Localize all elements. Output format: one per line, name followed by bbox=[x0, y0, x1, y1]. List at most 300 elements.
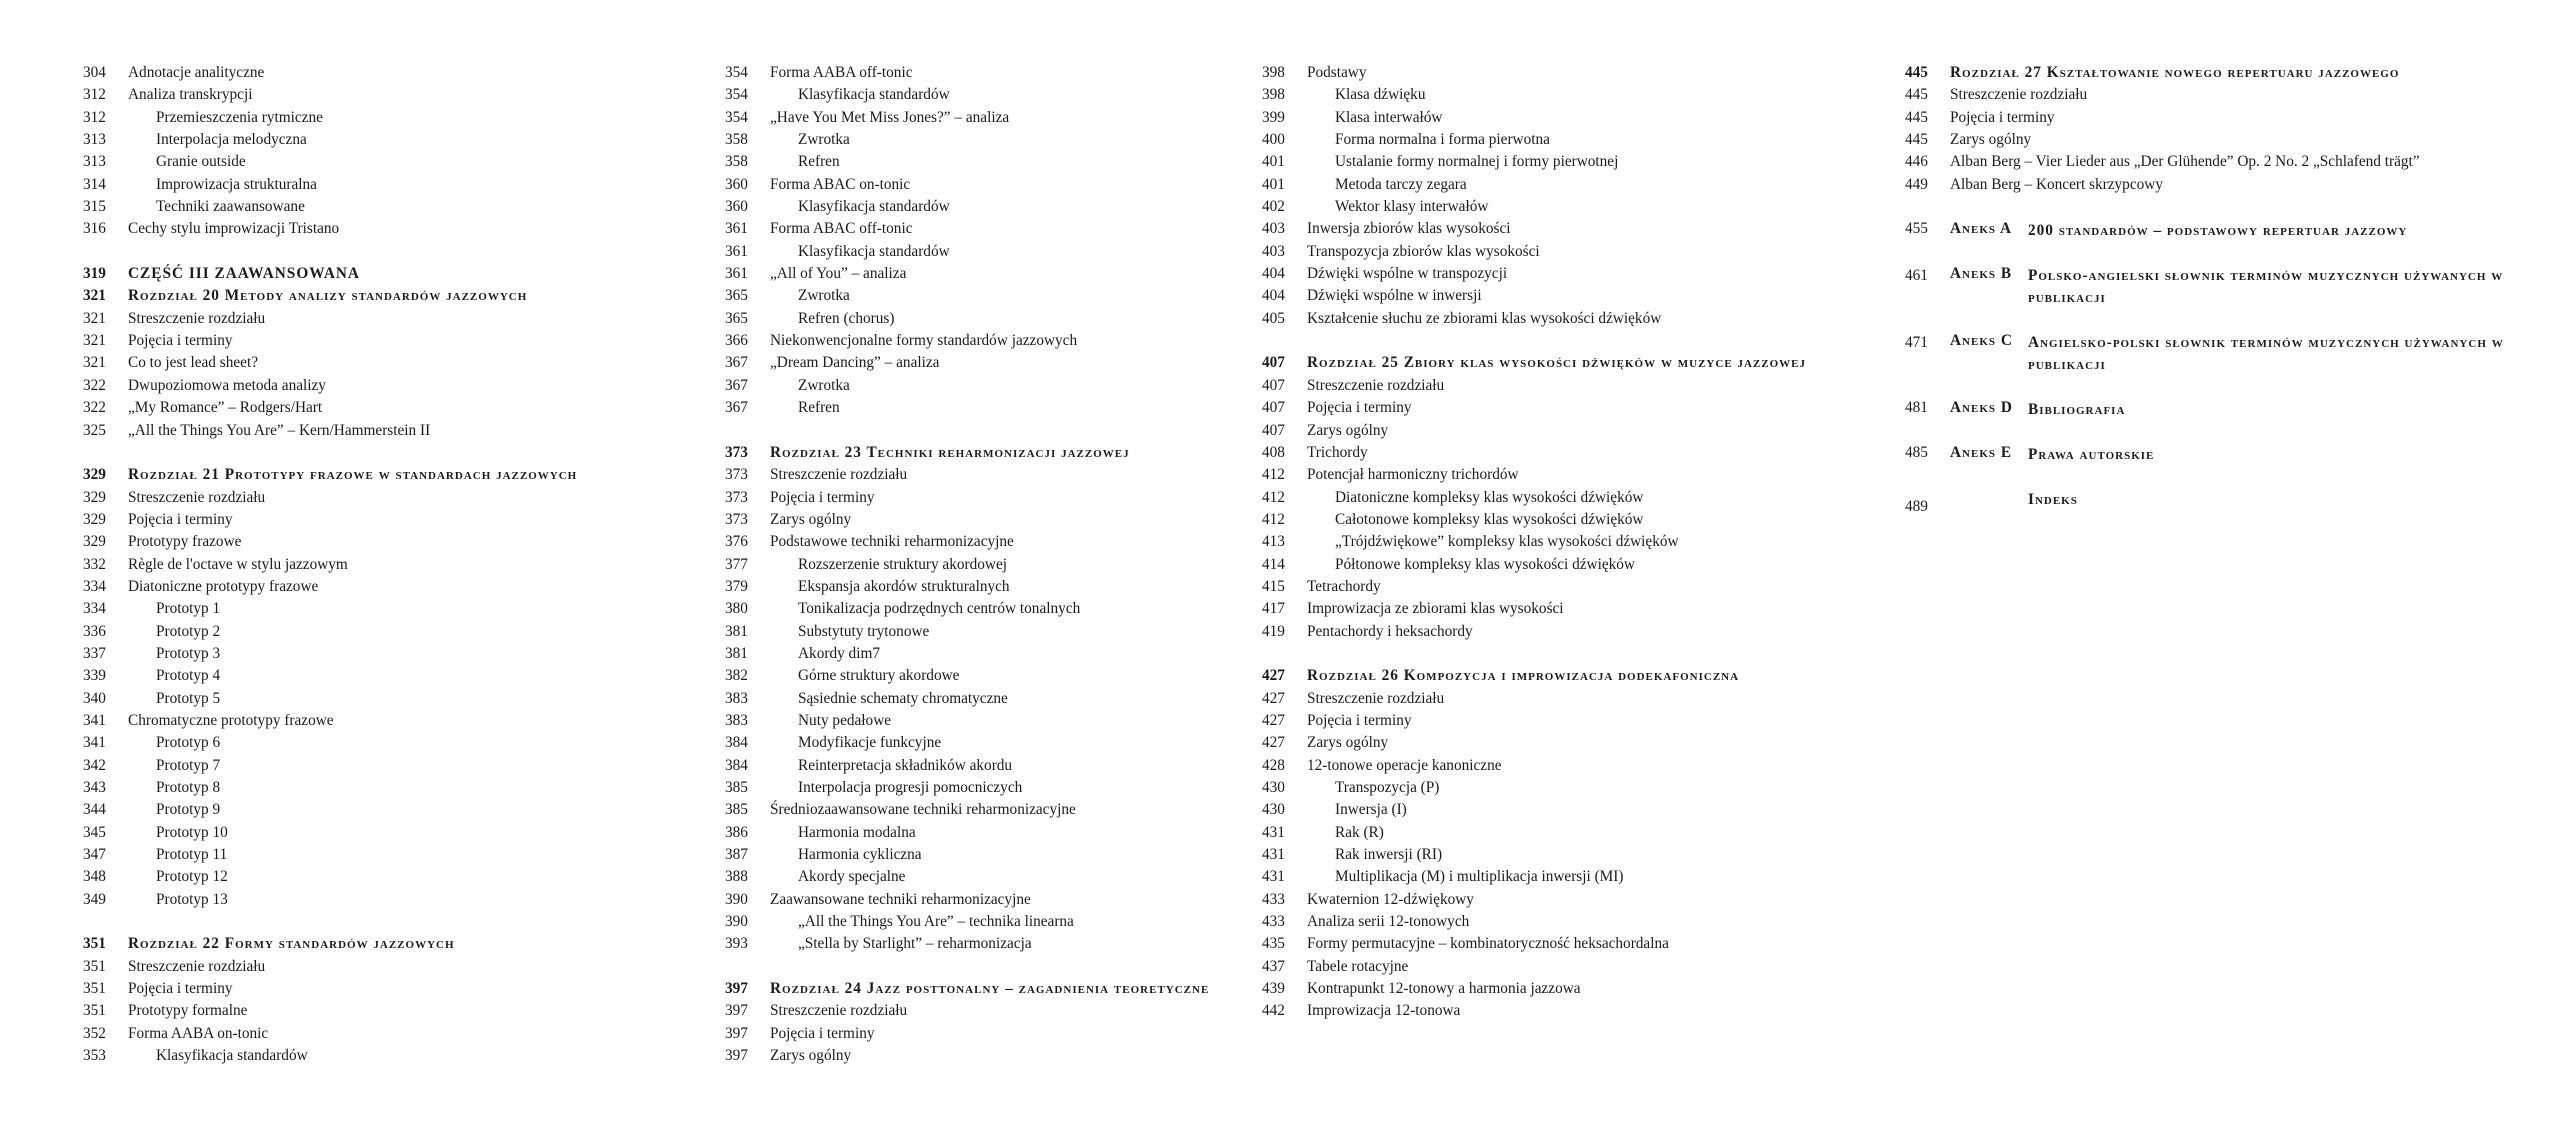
toc-entry bbox=[1262, 64, 1902, 86]
page-number: 433 bbox=[1262, 890, 1285, 908]
toc-appendix-entry bbox=[1905, 332, 2525, 377]
page-number: 348 bbox=[83, 868, 106, 886]
toc-subentry bbox=[1262, 131, 1902, 153]
toc-entry bbox=[725, 511, 1265, 533]
entry-title: 12-tonowe operacje kanoniczne bbox=[1307, 756, 1502, 774]
entry-title: Metoda tarczy zegara bbox=[1335, 175, 1467, 193]
toc-subentry bbox=[83, 109, 663, 131]
entry-title: Tonikalizacja podrzędnych centrów tonalnych bbox=[798, 600, 1081, 618]
page-number: 393 bbox=[725, 935, 748, 953]
spacer bbox=[1905, 377, 2525, 399]
entry-title: Nuty pedałowe bbox=[798, 711, 892, 729]
entry-title: Improwizacja ze zbiorami klas wysokości bbox=[1307, 600, 1564, 618]
page-number: 336 bbox=[83, 622, 106, 640]
page-number: 398 bbox=[1262, 64, 1285, 81]
toc-subentry bbox=[1262, 153, 1902, 175]
page-number: 358 bbox=[725, 153, 748, 171]
entry-title: Zarys ogólny bbox=[1307, 734, 1389, 752]
page-number: 351 bbox=[83, 935, 106, 953]
entry-title: Prototyp 4 bbox=[156, 667, 221, 685]
entry-title: „All of You” – analiza bbox=[770, 265, 907, 283]
page-number: 417 bbox=[1262, 600, 1285, 618]
toc-entry bbox=[83, 354, 663, 376]
entry-title: Sąsiednie schematy chromatyczne bbox=[798, 689, 1008, 707]
page-number: 313 bbox=[83, 131, 106, 149]
page-number: 361 bbox=[725, 242, 748, 260]
page-number: 319 bbox=[83, 265, 106, 283]
toc-entry bbox=[83, 310, 663, 332]
page-number: 344 bbox=[83, 801, 106, 819]
toc-entry bbox=[83, 332, 663, 354]
page-number: 412 bbox=[1262, 488, 1285, 506]
toc-subentry bbox=[725, 243, 1265, 265]
entry-title: Zwrotka bbox=[798, 131, 850, 149]
appendix-title: Polsko-angielski słownik terminów muzycznych używanych w publikacji bbox=[2028, 267, 2504, 307]
page-number: 390 bbox=[725, 890, 748, 908]
page-number: 373 bbox=[725, 466, 748, 484]
appendix-label: Aneks B bbox=[1950, 265, 2013, 283]
page-number: 351 bbox=[83, 980, 106, 998]
toc-entry bbox=[1905, 176, 2525, 198]
page-number: 343 bbox=[83, 779, 106, 796]
toc-subentry bbox=[725, 86, 1265, 108]
page-number: 433 bbox=[1262, 913, 1285, 931]
toc-entry bbox=[83, 958, 663, 980]
entry-title: „Trójdźwiękowe” kompleksy klas wysokości dźwięków bbox=[1335, 533, 1679, 551]
spacer bbox=[1905, 310, 2525, 332]
entry-title: Prototyp 2 bbox=[156, 622, 221, 640]
entry-title: Forma ABAC on-tonic bbox=[770, 175, 911, 193]
page-number: 384 bbox=[725, 734, 748, 752]
toc-entry bbox=[725, 1002, 1265, 1024]
page-number: 313 bbox=[83, 153, 106, 171]
page-number: 354 bbox=[725, 86, 748, 104]
entry-title: Alban Berg – Vier Lieder aus „Der Glühende” Op. 2 No. 2 „Schlafend trägt” bbox=[1950, 153, 2420, 171]
toc-subentry bbox=[725, 846, 1265, 868]
toc-entry bbox=[1262, 913, 1902, 935]
entry-title: „My Romance” – Rodgers/Hart bbox=[128, 399, 323, 417]
toc-appendix-entry bbox=[1905, 399, 2525, 421]
entry-title: Streszczenie rozdziału bbox=[1307, 376, 1445, 394]
entry-title: Pojęcia i terminy bbox=[128, 332, 233, 350]
page-number: 397 bbox=[725, 980, 748, 998]
page-number: 405 bbox=[1262, 309, 1285, 327]
toc-subentry bbox=[1262, 824, 1902, 846]
appendix-title: 200 standardów – podstawowy repertuar jazzowy bbox=[2028, 222, 2408, 240]
toc-entry bbox=[83, 489, 663, 511]
page-number: 329 bbox=[83, 488, 106, 506]
spacer bbox=[725, 958, 1265, 980]
page-number: 388 bbox=[725, 868, 748, 886]
entry-title: Prototyp 13 bbox=[156, 890, 228, 908]
entry-title: „Have You Met Miss Jones?” – analiza bbox=[770, 108, 1010, 126]
toc-subentry bbox=[83, 600, 663, 622]
toc-chapter-heading bbox=[1262, 667, 1902, 689]
page-number: 314 bbox=[83, 175, 106, 193]
heading-title: Rozdział 27 Kształtowanie nowego repertuaru jazzowego bbox=[1950, 64, 2400, 81]
entry-title: Streszczenie rozdziału bbox=[128, 309, 266, 327]
toc-entry bbox=[83, 556, 663, 578]
toc-entry bbox=[1262, 623, 1902, 645]
entry-title: Pojęcia i terminy bbox=[1307, 399, 1412, 417]
page-number: 404 bbox=[1262, 265, 1285, 283]
page-number: 322 bbox=[83, 399, 106, 417]
page-number: 400 bbox=[1262, 131, 1285, 149]
entry-title: Co to jest lead sheet? bbox=[128, 354, 258, 372]
entry-title: Diatoniczne kompleksy klas wysokości dźwięków bbox=[1335, 488, 1644, 506]
page-number: 386 bbox=[725, 823, 748, 841]
toc-subentry bbox=[83, 198, 663, 220]
entry-title: Reinterpretacja składników akordu bbox=[798, 756, 1013, 774]
page-number: 489 bbox=[1905, 497, 1928, 515]
entry-title: Refren (chorus) bbox=[798, 309, 895, 327]
entry-title: Streszczenie rozdziału bbox=[1307, 689, 1445, 707]
toc-chapter-heading bbox=[725, 980, 1265, 1002]
toc-subentry bbox=[1262, 109, 1902, 131]
entry-title: Zwrotka bbox=[798, 376, 850, 394]
page-number: 322 bbox=[83, 376, 106, 394]
page-number: 403 bbox=[1262, 220, 1285, 238]
page-number: 304 bbox=[83, 64, 106, 81]
page-number: 361 bbox=[725, 265, 748, 283]
toc-chapter-heading bbox=[83, 935, 663, 957]
entry-title: Potencjał harmoniczny trichordów bbox=[1307, 466, 1519, 484]
page-number: 381 bbox=[725, 622, 748, 640]
page-number: 427 bbox=[1262, 734, 1285, 752]
spacer bbox=[83, 243, 663, 265]
page-number: 358 bbox=[725, 131, 748, 149]
page-number: 312 bbox=[83, 86, 106, 104]
page-number: 445 bbox=[1905, 86, 1928, 104]
toc-entry bbox=[1262, 712, 1902, 734]
entry-title: Tetrachordy bbox=[1307, 577, 1381, 595]
page-number: 437 bbox=[1262, 957, 1285, 975]
spacer bbox=[1905, 466, 2525, 488]
toc-entry bbox=[1905, 109, 2525, 131]
toc-subentry bbox=[1262, 86, 1902, 108]
page-number: 349 bbox=[83, 890, 106, 908]
toc-subentry bbox=[725, 578, 1265, 600]
entry-title: Prototyp 11 bbox=[156, 846, 228, 864]
entry-title: Trichordy bbox=[1307, 443, 1368, 461]
toc-appendix-entry bbox=[1905, 265, 2525, 310]
toc-entry bbox=[1262, 935, 1902, 957]
entry-title: Streszczenie rozdziału bbox=[770, 466, 908, 484]
heading-title: Rozdział 22 Formy standardów jazzowych bbox=[128, 935, 455, 953]
entry-title: Pentachordy i heksachordy bbox=[1307, 622, 1473, 640]
entry-title: Prototyp 12 bbox=[156, 868, 228, 886]
page-number: 325 bbox=[83, 421, 106, 439]
toc-subentry bbox=[725, 690, 1265, 712]
entry-title: Forma ABAC off-tonic bbox=[770, 220, 913, 238]
toc-subentry bbox=[725, 556, 1265, 578]
page-number: 387 bbox=[725, 846, 748, 864]
entry-title: Zarys ogólny bbox=[1950, 131, 2032, 149]
page-number: 414 bbox=[1262, 555, 1285, 573]
toc-subentry bbox=[83, 868, 663, 890]
toc-subentry bbox=[725, 824, 1265, 846]
entry-title: Średniozaawansowane techniki reharmonizacyjne bbox=[770, 801, 1076, 819]
page-number: 351 bbox=[83, 957, 106, 975]
entry-title: Zarys ogólny bbox=[770, 1047, 852, 1065]
appendix-label: Aneks E bbox=[1950, 443, 2013, 461]
page-number: 365 bbox=[725, 309, 748, 327]
appendix-title: Angielsko-polski słownik terminów muzycznych używanych w publikacji bbox=[2028, 334, 2504, 374]
page-number: 367 bbox=[725, 354, 748, 372]
toc-subentry bbox=[83, 824, 663, 846]
toc-subentry bbox=[83, 690, 663, 712]
page-number: 366 bbox=[725, 332, 748, 350]
spacer bbox=[1905, 198, 2525, 220]
page-number: 403 bbox=[1262, 242, 1285, 260]
toc-appendix-entry bbox=[1905, 220, 2525, 242]
page-number: 315 bbox=[83, 198, 106, 216]
toc-entry bbox=[725, 891, 1265, 913]
page-number: 373 bbox=[725, 510, 748, 528]
page-number: 341 bbox=[83, 711, 106, 729]
appendix-label: Aneks A bbox=[1950, 220, 2013, 238]
toc-entry bbox=[1262, 1002, 1902, 1024]
entry-title: Tabele rotacyjne bbox=[1307, 957, 1409, 975]
page-number: 430 bbox=[1262, 801, 1285, 819]
page-number: 373 bbox=[725, 488, 748, 506]
entry-title: Interpolacja progresji pomocniczych bbox=[798, 779, 1023, 796]
appendix-title: Prawa autorskie bbox=[2028, 445, 2155, 463]
toc-subentry bbox=[725, 667, 1265, 689]
toc-entry bbox=[1262, 690, 1902, 712]
toc-entry bbox=[725, 176, 1265, 198]
toc-subentry bbox=[83, 131, 663, 153]
toc-entry bbox=[1905, 153, 2525, 175]
toc-subentry bbox=[725, 757, 1265, 779]
page-number: 407 bbox=[1262, 376, 1285, 394]
entry-title: Prototyp 5 bbox=[156, 689, 221, 707]
toc-subentry bbox=[725, 623, 1265, 645]
toc-entry bbox=[725, 220, 1265, 242]
page-number: 334 bbox=[83, 577, 106, 595]
toc-subentry bbox=[83, 153, 663, 175]
toc-entry bbox=[83, 377, 663, 399]
toc-entry bbox=[1262, 310, 1902, 332]
appendix-label: Aneks C bbox=[1950, 332, 2013, 350]
appendix-label bbox=[1950, 489, 2028, 511]
entry-title: Podstawy bbox=[1307, 64, 1367, 81]
entry-title: Pojęcia i terminy bbox=[770, 1024, 875, 1042]
entry-title: Streszczenie rozdziału bbox=[128, 488, 266, 506]
entry-title: Prototyp 3 bbox=[156, 644, 221, 662]
page-number: 428 bbox=[1262, 756, 1285, 774]
toc-subentry bbox=[83, 734, 663, 756]
entry-title: Formy permutacyjne – kombinatoryczność heksachordalna bbox=[1307, 935, 1669, 953]
page-number: 381 bbox=[725, 644, 748, 662]
toc-entry bbox=[1262, 444, 1902, 466]
page-number: 431 bbox=[1262, 846, 1285, 864]
entry-title: Całotonowe kompleksy klas wysokości dźwięków bbox=[1335, 510, 1644, 528]
page-number: 367 bbox=[725, 376, 748, 394]
toc-subentry bbox=[1262, 846, 1902, 868]
page-number: 471 bbox=[1905, 334, 1928, 352]
toc-entry bbox=[725, 332, 1265, 354]
page-number: 334 bbox=[83, 600, 106, 618]
entry-title: Akordy specjalne bbox=[798, 868, 906, 886]
entry-title: „Stella by Starlight” – reharmonizacja bbox=[798, 935, 1032, 953]
entry-title: Interpolacja melodyczna bbox=[156, 131, 307, 149]
entry-title: Improwizacja 12-tonowa bbox=[1307, 1002, 1461, 1020]
toc-subentry bbox=[1262, 868, 1902, 890]
page-number: 383 bbox=[725, 711, 748, 729]
heading-title: CZĘŚĆ III ZAAWANSOWANA bbox=[128, 265, 360, 283]
toc-column-4 bbox=[1905, 64, 2525, 515]
toc-subentry bbox=[1262, 801, 1902, 823]
toc-entry bbox=[83, 578, 663, 600]
page-number: 380 bbox=[725, 600, 748, 618]
entry-title: Dźwięki wspólne w transpozycji bbox=[1307, 265, 1508, 283]
heading-title: Rozdział 23 Techniki reharmonizacji jazzowej bbox=[770, 443, 1130, 461]
page-number: 435 bbox=[1262, 935, 1285, 953]
page-number: 379 bbox=[725, 577, 748, 595]
entry-title: Substytuty trytonowe bbox=[798, 622, 930, 640]
entry-title: Transpozycja zbiorów klas wysokości bbox=[1307, 242, 1540, 260]
entry-title: Diatoniczne prototypy frazowe bbox=[128, 577, 319, 595]
toc-chapter-heading bbox=[83, 287, 663, 309]
entry-title: Kształcenie słuchu ze zbiorami klas wysokości dźwięków bbox=[1307, 309, 1662, 327]
entry-title: Forma AABA off-tonic bbox=[770, 64, 913, 81]
toc-column-1 bbox=[83, 64, 663, 1069]
entry-title: Rak (R) bbox=[1335, 823, 1384, 841]
page-number: 402 bbox=[1262, 198, 1285, 216]
toc-entry bbox=[725, 533, 1265, 555]
entry-title: Pojęcia i terminy bbox=[1950, 108, 2055, 126]
entry-title: Forma normalna i forma pierwotna bbox=[1335, 131, 1550, 149]
toc-subentry bbox=[1262, 556, 1902, 578]
toc-appendix-entry bbox=[1905, 489, 2525, 515]
entry-title: Klasyfikacja standardów bbox=[156, 1047, 308, 1065]
toc-entry bbox=[1262, 377, 1902, 399]
appendix-title: Bibliografia bbox=[2028, 401, 2126, 419]
toc-subentry bbox=[1262, 489, 1902, 511]
toc-entry bbox=[725, 1047, 1265, 1069]
toc-entry bbox=[83, 1025, 663, 1047]
page-number: 341 bbox=[83, 734, 106, 752]
toc-subentry bbox=[725, 913, 1265, 935]
entry-title: Multiplikacja (M) i multiplikacja inwersji (MI) bbox=[1335, 868, 1624, 886]
page-number: 337 bbox=[83, 644, 106, 662]
entry-title: Prototypy formalne bbox=[128, 1002, 248, 1020]
entry-title: Inwersja zbiorów klas wysokości bbox=[1307, 220, 1511, 238]
heading-title: Rozdział 25 Zbiory klas wysokości dźwięków w muzyce jazzowej bbox=[1307, 354, 1806, 372]
entry-title: Pojęcia i terminy bbox=[770, 488, 875, 506]
entry-title: Kontrapunkt 12-tonowy a harmonia jazzowa bbox=[1307, 980, 1581, 998]
entry-title: Analiza transkrypcji bbox=[128, 86, 253, 104]
spacer bbox=[1905, 422, 2525, 444]
toc-subentry bbox=[725, 868, 1265, 890]
page-number: 347 bbox=[83, 846, 106, 864]
entry-title: Dźwięki wspólne w inwersji bbox=[1307, 287, 1482, 305]
page-number: 398 bbox=[1262, 86, 1285, 104]
entry-title: Prototyp 7 bbox=[156, 756, 221, 774]
page-number: 383 bbox=[725, 689, 748, 707]
page-number: 412 bbox=[1262, 466, 1285, 484]
toc-subentry bbox=[83, 645, 663, 667]
page-number: 360 bbox=[725, 198, 748, 216]
entry-title: Prototyp 6 bbox=[156, 734, 221, 752]
entry-title: Cechy stylu improwizacji Tristano bbox=[128, 220, 340, 238]
heading-title: Rozdział 20 Metody analizy standardów jazzowych bbox=[128, 287, 528, 305]
page-number: 321 bbox=[83, 332, 106, 350]
toc-column-2 bbox=[725, 64, 1265, 1069]
entry-title: Harmonia cykliczna bbox=[798, 846, 922, 864]
toc-subentry bbox=[725, 377, 1265, 399]
spacer bbox=[83, 444, 663, 466]
toc-entry bbox=[1262, 578, 1902, 600]
toc-entry bbox=[1262, 287, 1902, 309]
toc-entry bbox=[1262, 265, 1902, 287]
page-number: 427 bbox=[1262, 711, 1285, 729]
page-number: 431 bbox=[1262, 868, 1285, 886]
entry-title: Harmonia modalna bbox=[798, 823, 916, 841]
spacer bbox=[725, 422, 1265, 444]
toc-entry bbox=[83, 422, 663, 444]
entry-title: Transpozycja (P) bbox=[1335, 779, 1440, 796]
page-number: 461 bbox=[1905, 267, 1928, 285]
toc-subentry bbox=[725, 779, 1265, 801]
entry-title: Podstawowe techniki reharmonizacyjne bbox=[770, 533, 1014, 551]
entry-title: Streszczenie rozdziału bbox=[770, 1002, 908, 1020]
toc-chapter-heading bbox=[83, 466, 663, 488]
page-number: 407 bbox=[1262, 399, 1285, 417]
toc-entry bbox=[1262, 600, 1902, 622]
page-number: 445 bbox=[1905, 64, 1928, 81]
toc-subentry bbox=[725, 712, 1265, 734]
toc-entry bbox=[725, 1025, 1265, 1047]
heading-title: Rozdział 24 Jazz posttonalny – zagadnienia teoretyczne bbox=[770, 980, 1210, 998]
entry-title: Zwrotka bbox=[798, 287, 850, 305]
entry-title: Forma AABA on-tonic bbox=[128, 1024, 269, 1042]
page-number: 353 bbox=[83, 1047, 106, 1065]
page-number: 376 bbox=[725, 533, 748, 551]
page-number: 407 bbox=[1262, 421, 1285, 439]
page-number: 407 bbox=[1262, 354, 1285, 372]
entry-title: Adnotacje analityczne bbox=[128, 64, 265, 81]
page-number: 385 bbox=[725, 779, 748, 796]
entry-title: Prototyp 1 bbox=[156, 600, 221, 618]
entry-title: Przemieszczenia rytmiczne bbox=[156, 108, 323, 126]
heading-title: Rozdział 26 Kompozycja i improwizacja dodekafoniczna bbox=[1307, 667, 1740, 685]
toc-entry bbox=[725, 109, 1265, 131]
page-number: 329 bbox=[83, 510, 106, 528]
entry-title: Alban Berg – Koncert skrzypcowy bbox=[1950, 175, 2163, 193]
toc-entry bbox=[1262, 757, 1902, 779]
page-number: 431 bbox=[1262, 823, 1285, 841]
entry-title: Klasa dźwięku bbox=[1335, 86, 1426, 104]
toc-entry bbox=[1905, 131, 2525, 153]
spacer bbox=[83, 913, 663, 935]
toc-entry bbox=[83, 712, 663, 734]
page-number: 384 bbox=[725, 756, 748, 774]
heading-title: Rozdział 21 Prototypy frazowe w standardach jazzowych bbox=[128, 466, 578, 484]
page-number: 352 bbox=[83, 1024, 106, 1042]
toc-subentry bbox=[725, 935, 1265, 957]
entry-title: Ekspansja akordów strukturalnych bbox=[798, 577, 1010, 595]
page-number: 399 bbox=[1262, 108, 1285, 126]
page-number: 430 bbox=[1262, 779, 1285, 796]
toc-column-3 bbox=[1262, 64, 1902, 1025]
page-number: 360 bbox=[725, 175, 748, 193]
page-number: 329 bbox=[83, 533, 106, 551]
entry-title: Modyfikacje funkcyjne bbox=[798, 734, 942, 752]
toc-subentry bbox=[83, 757, 663, 779]
toc-entry bbox=[1262, 243, 1902, 265]
